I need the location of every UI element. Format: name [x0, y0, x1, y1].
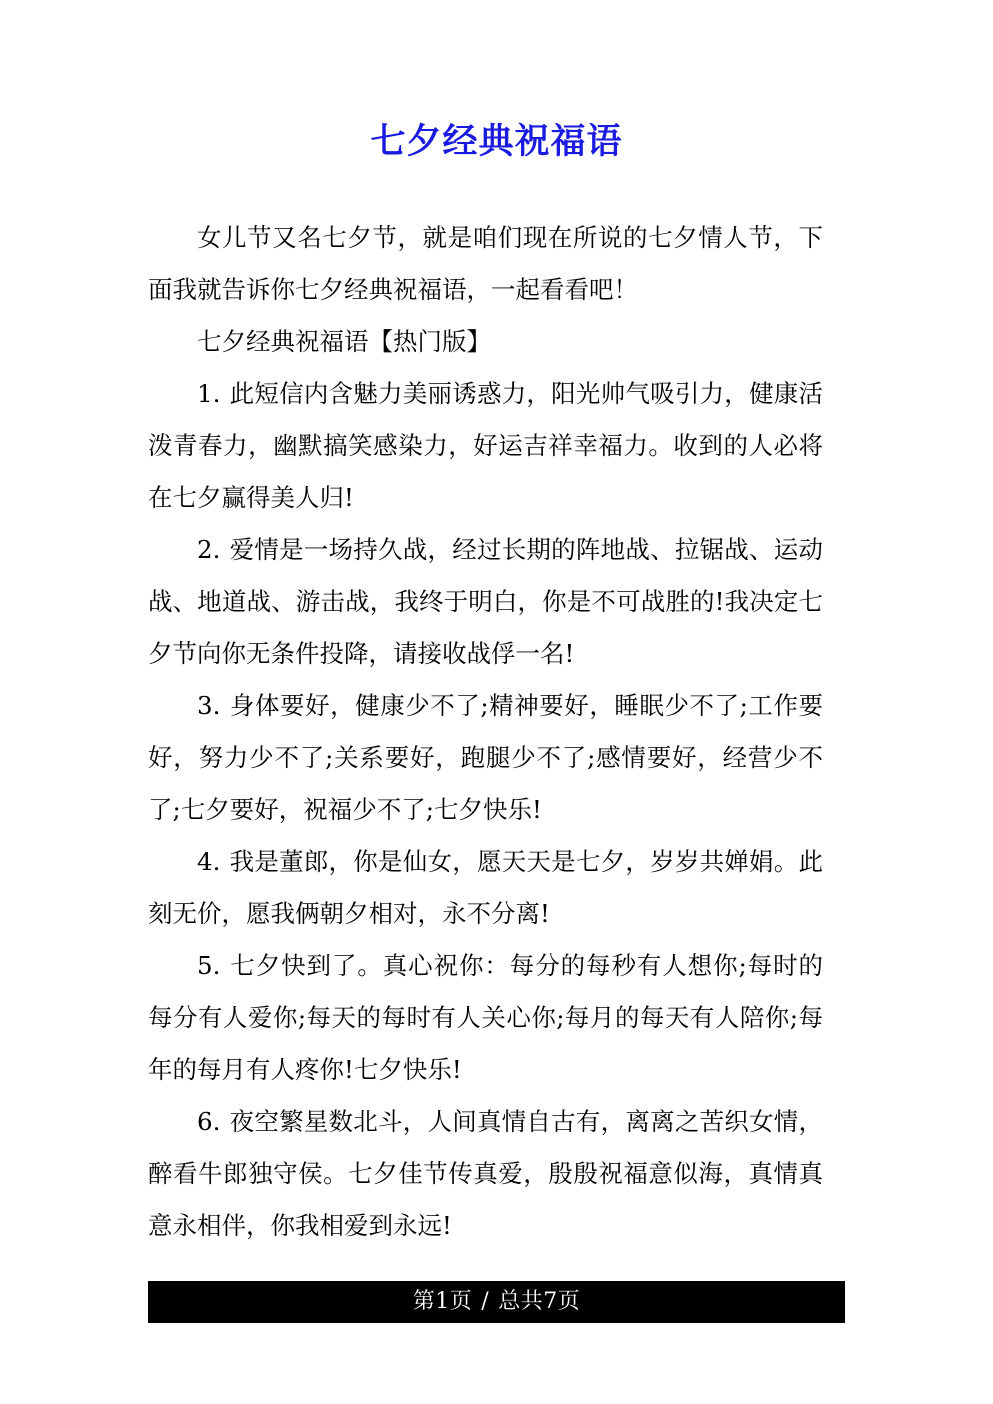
- section-heading: 七夕经典祝福语【热门版】: [197, 327, 491, 356]
- intro-paragraph: 女儿节又名七夕节，就是咱们现在所说的七夕情人节，下面我就告诉你七夕经典祝福语，一起看看吧！: [148, 223, 823, 304]
- page-title: 七夕经典祝福语: [370, 121, 623, 162]
- list-item-number: 1.: [197, 379, 221, 408]
- list-item-text: 七夕快到了。真心祝你：每分的每秒有人想你;每时的每分有人爱你;每天的每时有人关心你;每月的每天有人陪你;每年的每月有人疼你!七夕快乐!: [148, 951, 823, 1084]
- list-item: [148, 368, 823, 524]
- footer-page-number: 第1页: [412, 1289, 473, 1314]
- list-item-text: 爱情是一场持久战，经过长期的阵地战、拉锯战、运动战、地道战、游击战，我终于明白，你是不可战胜的!我决定七夕节向你无条件投降，请接收战俘一名!: [148, 535, 823, 668]
- list-item-text: 我是董郎，你是仙女，愿天天是七夕，岁岁共婵娟。此刻无价，愿我俩朝夕相对，永不分离!: [148, 847, 823, 928]
- list-item-number: 5.: [197, 951, 221, 980]
- list-item: [148, 940, 823, 1096]
- document-body: [148, 212, 823, 1252]
- footer-total-pages: 总共7页: [498, 1289, 581, 1314]
- list-item-number: 2.: [197, 535, 221, 564]
- list-item-number: 6.: [197, 1107, 221, 1136]
- list-item-text: 身体要好，健康少不了;精神要好，睡眠少不了;工作要好，努力少不了;关系要好，跑腿少不了;感情要好，经营少不了;七夕要好，祝福少不了;七夕快乐!: [148, 691, 823, 824]
- list-item: [148, 836, 823, 940]
- list-item: [148, 524, 823, 680]
- list-item: [148, 680, 823, 836]
- list-item-text: 夜空繁星数北斗，人间真情自古有，离离之苦织女情，醉看牛郎独守侯。七夕佳节传真爱，殷殷祝福意似海，真情真意永相伴，你我相爱到永远!: [148, 1107, 823, 1240]
- list-item-text: 此短信内含魅力美丽诱惑力，阳光帅气吸引力，健康活泼青春力，幽默搞笑感染力，好运吉祥幸福力。收到的人必将在七夕赢得美人归!: [148, 379, 823, 512]
- list-item-number: 4.: [197, 847, 221, 876]
- list-item-number: 3.: [197, 691, 221, 720]
- footer-separator: /: [481, 1289, 490, 1314]
- page-footer-bar: [148, 1281, 845, 1323]
- list-item: [148, 1096, 823, 1252]
